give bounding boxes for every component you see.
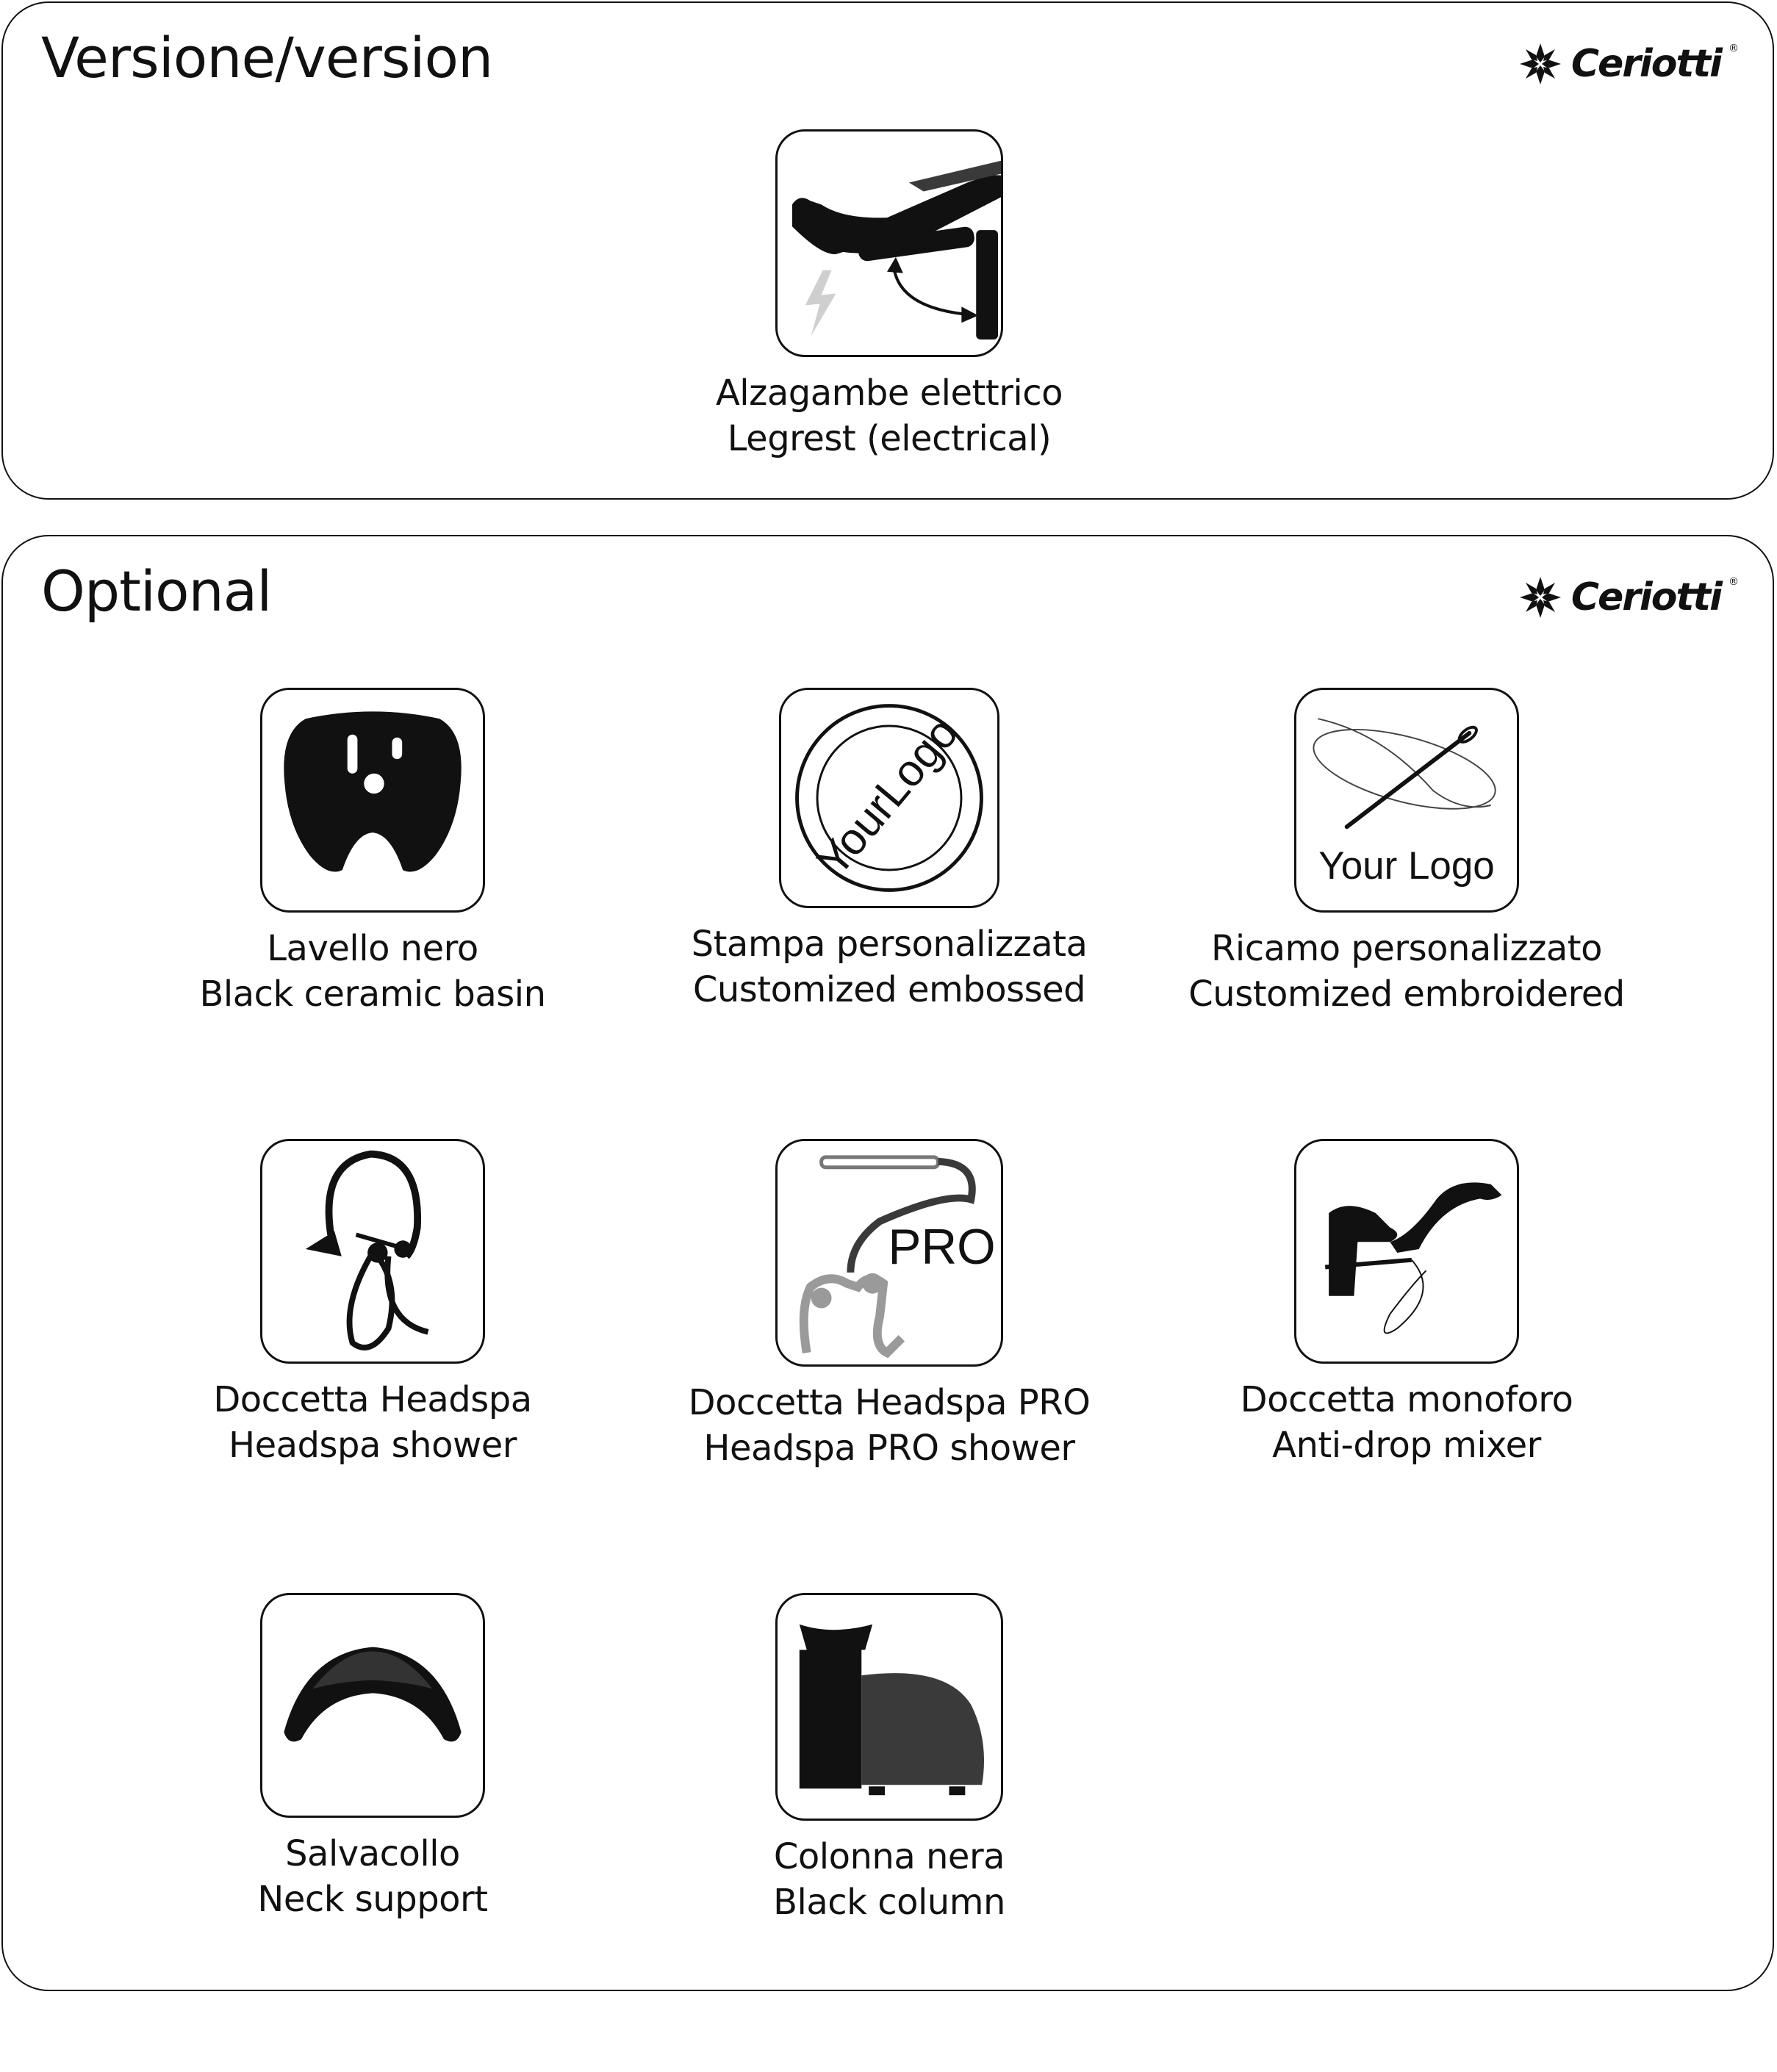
version-item-legrest <box>632 129 1146 461</box>
option-headspa-shower <box>115 1139 630 1468</box>
option-anti-drop-mixer <box>1149 1139 1664 1468</box>
optional-panel <box>1 535 1774 1991</box>
optional-title: Optional <box>41 558 272 624</box>
item-label-it: Colonna nera <box>773 1836 1005 1877</box>
neck-support-icon <box>260 1593 485 1818</box>
embossed-logo-text: YourLogo <box>807 708 968 885</box>
option-headspa-pro-shower <box>632 1139 1146 1471</box>
black-column-icon <box>775 1593 1003 1821</box>
item-label-en: Customized embossed <box>692 969 1086 1010</box>
brand-name: Ceriotti <box>1570 575 1721 619</box>
embossed-logo-icon <box>779 688 999 908</box>
option-embossed-logo <box>632 688 1146 1012</box>
embroidered-logo-icon <box>1294 688 1519 913</box>
anti-drop-mixer-icon <box>1294 1139 1519 1364</box>
brand-logo <box>1517 572 1739 623</box>
item-label-en: Customized embroidered <box>1188 974 1625 1015</box>
pro-badge: PRO <box>888 1219 996 1275</box>
item-label-en: Headspa shower <box>229 1425 517 1466</box>
embroidered-logo-text: Your Logo <box>1318 843 1495 888</box>
item-label-it: Stampa personalizzata <box>691 924 1088 965</box>
option-embroidered-logo <box>1149 688 1664 1017</box>
black-basin-icon <box>260 688 485 913</box>
version-panel <box>1 1 1774 500</box>
ceriotti-snowflake-icon <box>1517 574 1564 621</box>
headspa-shower-icon <box>260 1139 485 1364</box>
ceriotti-snowflake-icon <box>1517 40 1564 87</box>
item-label-en: Black column <box>773 1882 1005 1923</box>
item-label-en: Legrest (electrical) <box>727 418 1052 459</box>
item-label-it: Ricamo personalizzato <box>1211 928 1602 969</box>
item-label-en: Neck support <box>257 1879 488 1920</box>
item-label-it: Doccetta monoforo <box>1240 1379 1573 1420</box>
item-label-it: Alzagambe elettrico <box>715 373 1063 414</box>
item-label-it: Doccetta Headspa PRO <box>688 1382 1091 1423</box>
item-label-it: Salvacollo <box>285 1833 460 1874</box>
option-neck-support <box>115 1593 630 1922</box>
item-label-en: Headspa PRO shower <box>703 1428 1075 1469</box>
item-label-it: Doccetta Headspa <box>213 1379 532 1420</box>
headspa-pro-shower-icon <box>775 1139 1003 1367</box>
item-label-it: Lavello nero <box>267 928 478 969</box>
item-label-en: Anti-drop mixer <box>1272 1425 1541 1466</box>
version-title: Versione/version <box>41 25 493 90</box>
brand-name: Ceriotti <box>1570 42 1721 86</box>
option-black-basin <box>115 688 630 1017</box>
registered-mark: ® <box>1728 576 1739 588</box>
item-label-en: Black ceramic basin <box>199 974 546 1015</box>
registered-mark: ® <box>1728 43 1739 54</box>
option-black-column <box>632 1593 1146 1925</box>
brand-logo <box>1517 38 1739 90</box>
electric-legrest-icon <box>775 129 1003 357</box>
